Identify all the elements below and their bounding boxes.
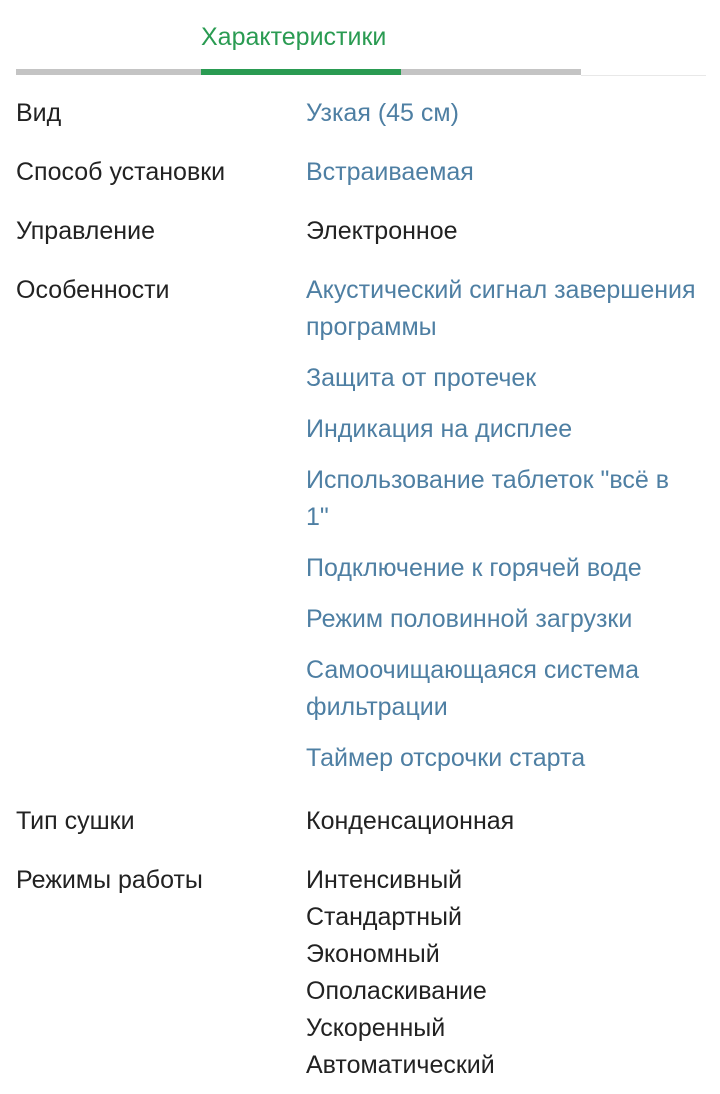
mode-item: Ополаскивание (306, 977, 487, 1005)
mode-item: Экономный (306, 940, 440, 968)
mode-item: Интенсивный (306, 866, 463, 894)
spec-row-modes (0, 862, 720, 1084)
tab-characteristics[interactable]: Характеристики (201, 23, 387, 51)
spec-value: Конденсационная (306, 807, 515, 835)
tab-divider (581, 75, 706, 76)
feature-link[interactable]: Индикация на дисплее (306, 415, 573, 443)
spec-row-control (0, 213, 720, 272)
tab-active-indicator (201, 69, 401, 75)
spec-row-features (0, 272, 720, 803)
mode-item: Ускоренный (306, 1014, 446, 1042)
spec-key: Вид (16, 99, 62, 127)
spec-value-link[interactable]: Узкая (45 см) (306, 99, 459, 127)
mode-item: Автоматический (306, 1051, 495, 1079)
feature-link[interactable]: Использование таблеток "всё в 1" (306, 466, 669, 531)
spec-row-drying (0, 803, 720, 862)
spec-key: Управление (16, 217, 155, 245)
mode-item: Стандартный (306, 903, 462, 931)
spec-key: Особенности (16, 276, 170, 304)
spec-row-install (0, 154, 720, 213)
spec-value: Электронное (306, 217, 458, 245)
feature-link[interactable]: Самоочищающаяся система фильтрации (306, 656, 640, 721)
spec-key: Способ установки (16, 158, 226, 186)
feature-link[interactable]: Режим половинной загрузки (306, 605, 633, 633)
spec-key: Режимы работы (16, 866, 203, 894)
spec-list (0, 95, 720, 1084)
feature-link[interactable]: Таймер отсрочки старта (306, 744, 586, 772)
spec-key: Тип сушки (16, 807, 135, 835)
feature-link[interactable]: Защита от протечек (306, 364, 537, 392)
feature-link[interactable]: Акустический сигнал завершения программы (306, 276, 696, 341)
spec-value-list (306, 272, 696, 777)
feature-link[interactable]: Подключение к горячей воде (306, 554, 642, 582)
spec-row-vid (0, 95, 720, 154)
spec-value-link[interactable]: Встраиваемая (306, 158, 474, 186)
spec-value-list (306, 862, 696, 1084)
tab-bar (0, 0, 720, 78)
